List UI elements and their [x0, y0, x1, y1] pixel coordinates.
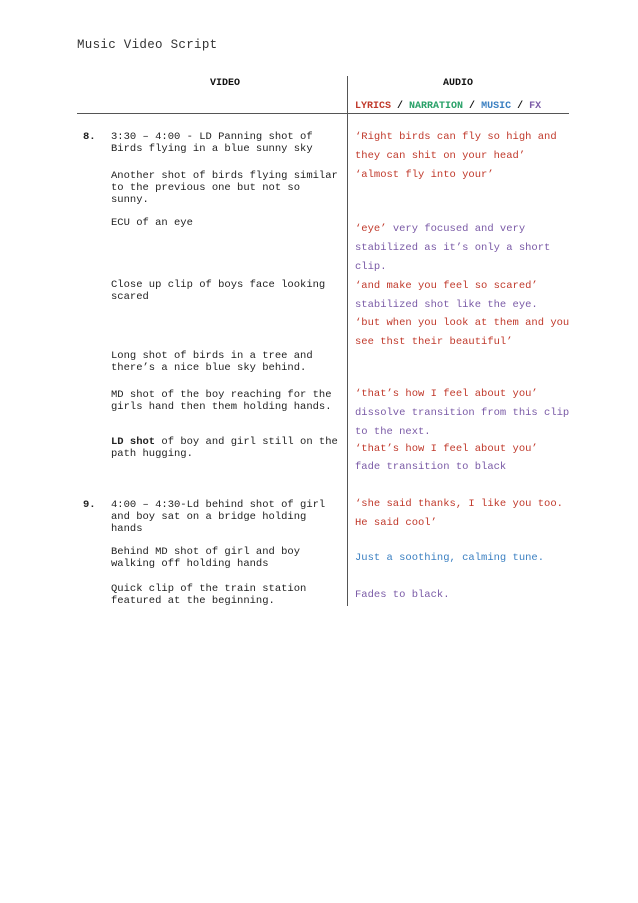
legend-lyrics: LYRICS: [355, 101, 392, 112]
audio-fx: stabilized shot like the eye.: [355, 299, 538, 311]
legend-separator: /: [391, 101, 410, 112]
legend-separator: /: [463, 101, 482, 112]
video-column-header: VIDEO: [210, 78, 241, 89]
audio-lyric: ‘that’s how I feel about you’: [355, 443, 538, 455]
audio-fx: fade transition to black: [355, 461, 507, 473]
legend-music: MUSIC: [481, 101, 512, 112]
audio-fx: dissolve transition from this clip to the next.: [355, 407, 570, 438]
audio-lyric: ‘and make you feel so scared’: [355, 280, 538, 292]
video-direction: [111, 436, 343, 460]
column-divider: [347, 76, 348, 606]
video-direction: 3:30 – 4:00 - LD Panning shot of Birds flying in a blue sunny sky: [111, 131, 313, 155]
video-direction: Quick clip of the train station featured at the beginning.: [111, 583, 307, 607]
audio-fx: Fades to black.: [355, 589, 450, 601]
video-direction: Long shot of birds in a tree and there’s a nice blue sky behind.: [111, 350, 313, 374]
audio-legend: [355, 101, 541, 112]
audio-lyric: ‘Right birds can fly so high and they can shit on your head’: [355, 131, 557, 162]
shot-description: of boy and girl still on the path hugging.: [111, 436, 338, 460]
video-direction: Another shot of birds flying similar to the previous one but not so sunny.: [111, 170, 338, 206]
video-direction: Close up clip of boys face looking scared: [111, 279, 326, 303]
audio-lyric: ‘eye’: [355, 223, 387, 235]
audio-lyric: ‘but when you look at them and you see thst their beautiful’: [355, 317, 570, 348]
scene-number: 8.: [83, 131, 96, 143]
audio-lyric: ‘she said thanks, I like you too. He said cool’: [355, 498, 563, 529]
scene-number: 9.: [83, 499, 96, 511]
video-direction: ECU of an eye: [111, 217, 193, 229]
audio-lyric: ‘that’s how I feel about you’: [355, 388, 538, 400]
legend-narration: NARRATION: [409, 101, 464, 112]
video-direction: Behind MD shot of girl and boy walking off holding hands: [111, 546, 301, 570]
audio-lyric: ‘almost fly into your’: [355, 169, 494, 181]
video-direction: 4:00 – 4:30-Ld behind shot of girl and boy sat on a bridge holding hands: [111, 499, 326, 535]
document-title: Music Video Script: [77, 38, 218, 52]
shot-type: LD shot: [111, 436, 156, 448]
legend-fx: FX: [529, 101, 542, 112]
header-rule: [77, 113, 569, 114]
legend-separator: /: [511, 101, 530, 112]
video-direction: MD shot of the boy reaching for the girls hand then them holding hands.: [111, 389, 332, 413]
audio-column-header: AUDIO: [443, 78, 474, 89]
audio-note: [355, 220, 570, 277]
audio-fx: very focused and very stabilized as it’s only a short clip.: [355, 223, 551, 273]
audio-music: Just a soothing, calming tune.: [355, 552, 545, 564]
